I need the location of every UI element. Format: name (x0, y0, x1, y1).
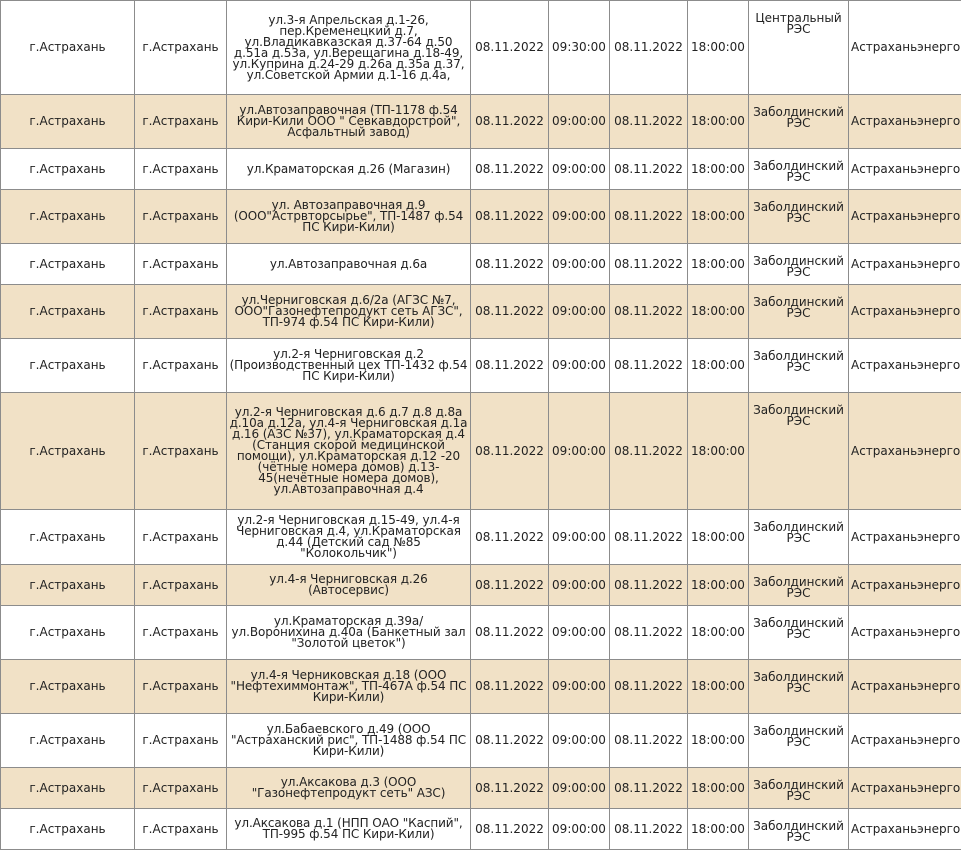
end-date-cell: 08.11.2022 (610, 190, 688, 244)
table-row (1, 244, 961, 285)
region-cell: г.Астрахань (1, 768, 135, 809)
table-row (1, 565, 961, 606)
address-cell: ул.2-я Черниговская д.6 д.7 д.8 д.8а д.10а д.12а, ул.4-я Черниговская д.1а д.16 (АЗС №37), ул.Краматорская д.4 (Станция скорой медицинской помощи), ул.Краматорская д.12 -20 (чётные номера домов) д.13-45(нечётные номера домов), ул.Автозаправочная д.4 (227, 393, 471, 510)
res-cell: Заболдинский РЭС (749, 606, 849, 660)
company-cell: Астраханьэнерго (849, 606, 961, 660)
table-row (1, 190, 961, 244)
address-cell: ул.Краматорская д.39а/ ул.Воронихина д.40а (Банкетный зал "Золотой цветок") (227, 606, 471, 660)
start-date-cell: 08.11.2022 (471, 510, 549, 565)
end-date-cell: 08.11.2022 (610, 565, 688, 606)
region-cell: г.Астрахань (1, 95, 135, 149)
res-cell: Заболдинский РЭС (749, 809, 849, 850)
region-cell: г.Астрахань (1, 606, 135, 660)
res-cell: Заболдинский РЭС (749, 95, 849, 149)
table-row (1, 393, 961, 510)
table-row (1, 606, 961, 660)
start-time-cell: 09:00:00 (549, 809, 610, 850)
address-cell: ул.Краматорская д.26 (Магазин) (227, 149, 471, 190)
start-time-cell: 09:00:00 (549, 95, 610, 149)
company-cell: Астраханьэнерго (849, 244, 961, 285)
address-cell: ул.Автозаправочная (ТП-1178 ф.54 Кири-Кили ООО " Севкавдорстрой", Асфальтный завод) (227, 95, 471, 149)
city-cell: г.Астрахань (135, 285, 227, 339)
start-date-cell: 08.11.2022 (471, 339, 549, 393)
end-time-cell: 18:00:00 (688, 285, 749, 339)
end-time-cell: 18:00:00 (688, 1, 749, 95)
end-time-cell: 18:00:00 (688, 714, 749, 768)
start-time-cell: 09:00:00 (549, 660, 610, 714)
end-date-cell: 08.11.2022 (610, 768, 688, 809)
city-cell: г.Астрахань (135, 714, 227, 768)
city-cell: г.Астрахань (135, 510, 227, 565)
res-cell: Заболдинский РЭС (749, 565, 849, 606)
res-cell: Заболдинский РЭС (749, 285, 849, 339)
end-date-cell: 08.11.2022 (610, 714, 688, 768)
region-cell: г.Астрахань (1, 149, 135, 190)
start-time-cell: 09:00:00 (549, 149, 610, 190)
address-cell: ул.2-я Черниговская д.2 (Производственный цех ТП-1432 ф.54 ПС Кири-Кили) (227, 339, 471, 393)
city-cell: г.Астрахань (135, 393, 227, 510)
region-cell: г.Астрахань (1, 660, 135, 714)
end-time-cell: 18:00:00 (688, 809, 749, 850)
start-time-cell: 09:00:00 (549, 285, 610, 339)
address-cell: ул.Аксакова д.1 (НПП ОАО "Каспий", ТП-995 ф.54 ПС Кири-Кили) (227, 809, 471, 850)
region-cell: г.Астрахань (1, 393, 135, 510)
end-date-cell: 08.11.2022 (610, 606, 688, 660)
address-cell: ул.Аксакова д.3 (ООО "Газонефтепродукт сеть" АЗС) (227, 768, 471, 809)
start-date-cell: 08.11.2022 (471, 190, 549, 244)
table-row (1, 660, 961, 714)
start-time-cell: 09:00:00 (549, 393, 610, 510)
end-time-cell: 18:00:00 (688, 95, 749, 149)
address-cell: ул.3-я Апрельская д.1-26, пер.Кременецкий д.7, ул.Владикавказская д.37-64 д.50 д.51а д.53а, ул.Верещагина д.18-49, ул.Куприна д.24-29 д.26а д.35а д.37, ул.Советской Армии д.1-16 д.4а, (227, 1, 471, 95)
address-cell: ул.Черниговская д.6/2а (АГЗС №7, ООО"Газонефтепродукт сеть АГЗС", ТП-974 ф.54 ПС Кири-Кили) (227, 285, 471, 339)
start-time-cell: 09:00:00 (549, 606, 610, 660)
end-date-cell: 08.11.2022 (610, 809, 688, 850)
city-cell: г.Астрахань (135, 1, 227, 95)
end-time-cell: 18:00:00 (688, 565, 749, 606)
start-time-cell: 09:00:00 (549, 339, 610, 393)
end-date-cell: 08.11.2022 (610, 660, 688, 714)
res-cell: Заболдинский РЭС (749, 714, 849, 768)
city-cell: г.Астрахань (135, 190, 227, 244)
start-time-cell: 09:00:00 (549, 768, 610, 809)
table-row (1, 714, 961, 768)
res-cell: Центральный РЭС (749, 1, 849, 95)
end-date-cell: 08.11.2022 (610, 95, 688, 149)
region-cell: г.Астрахань (1, 565, 135, 606)
res-cell: Заболдинский РЭС (749, 339, 849, 393)
company-cell: Астраханьэнерго (849, 149, 961, 190)
start-date-cell: 08.11.2022 (471, 95, 549, 149)
start-date-cell: 08.11.2022 (471, 714, 549, 768)
start-date-cell: 08.11.2022 (471, 660, 549, 714)
end-time-cell: 18:00:00 (688, 510, 749, 565)
company-cell: Астраханьэнерго (849, 339, 961, 393)
end-date-cell: 08.11.2022 (610, 339, 688, 393)
table-row (1, 285, 961, 339)
city-cell: г.Астрахань (135, 768, 227, 809)
end-date-cell: 08.11.2022 (610, 510, 688, 565)
end-time-cell: 18:00:00 (688, 190, 749, 244)
start-time-cell: 09:00:00 (549, 244, 610, 285)
start-date-cell: 08.11.2022 (471, 565, 549, 606)
start-date-cell: 08.11.2022 (471, 606, 549, 660)
address-cell: ул.4-я Черниговская д.26 (Автосервис) (227, 565, 471, 606)
company-cell: Астраханьэнерго (849, 95, 961, 149)
table-body (1, 1, 961, 850)
company-cell: Астраханьэнерго (849, 190, 961, 244)
start-date-cell: 08.11.2022 (471, 149, 549, 190)
end-time-cell: 18:00:00 (688, 393, 749, 510)
start-time-cell: 09:00:00 (549, 510, 610, 565)
res-cell: Заболдинский РЭС (749, 393, 849, 510)
res-cell: Заболдинский РЭС (749, 244, 849, 285)
city-cell: г.Астрахань (135, 149, 227, 190)
city-cell: г.Астрахань (135, 809, 227, 850)
start-date-cell: 08.11.2022 (471, 285, 549, 339)
table-row (1, 95, 961, 149)
table-row (1, 339, 961, 393)
company-cell: Астраханьэнерго (849, 768, 961, 809)
city-cell: г.Астрахань (135, 95, 227, 149)
address-cell: ул.Бабаевского д.49 (ООО "Астраханский рис", ТП-1488 ф.54 ПС Кири-Кили) (227, 714, 471, 768)
table-row (1, 768, 961, 809)
end-date-cell: 08.11.2022 (610, 244, 688, 285)
table-row (1, 809, 961, 850)
end-time-cell: 18:00:00 (688, 606, 749, 660)
region-cell: г.Астрахань (1, 285, 135, 339)
company-cell: Астраханьэнерго (849, 660, 961, 714)
start-date-cell: 08.11.2022 (471, 768, 549, 809)
start-date-cell: 08.11.2022 (471, 1, 549, 95)
city-cell: г.Астрахань (135, 339, 227, 393)
company-cell: Астраханьэнерго (849, 393, 961, 510)
region-cell: г.Астрахань (1, 244, 135, 285)
company-cell: Астраханьэнерго (849, 809, 961, 850)
address-cell: ул.2-я Черниговская д.15-49, ул.4-я Черниговская д.4, ул.Краматорская д.44 (Детский сад №85 "Колокольчик") (227, 510, 471, 565)
region-cell: г.Астрахань (1, 190, 135, 244)
start-date-cell: 08.11.2022 (471, 244, 549, 285)
city-cell: г.Астрахань (135, 565, 227, 606)
city-cell: г.Астрахань (135, 660, 227, 714)
end-time-cell: 18:00:00 (688, 339, 749, 393)
end-time-cell: 18:00:00 (688, 244, 749, 285)
company-cell: Астраханьэнерго (849, 285, 961, 339)
end-date-cell: 08.11.2022 (610, 1, 688, 95)
region-cell: г.Астрахань (1, 339, 135, 393)
company-cell: Астраханьэнерго (849, 714, 961, 768)
company-cell: Астраханьэнерго (849, 565, 961, 606)
region-cell: г.Астрахань (1, 714, 135, 768)
table-row (1, 510, 961, 565)
res-cell: Заболдинский РЭС (749, 660, 849, 714)
company-cell: Астраханьэнерго (849, 510, 961, 565)
end-date-cell: 08.11.2022 (610, 393, 688, 510)
end-time-cell: 18:00:00 (688, 768, 749, 809)
end-time-cell: 18:00:00 (688, 149, 749, 190)
address-cell: ул.4-я Черниковская д.18 (ООО "Нефтехиммонтаж", ТП-467А ф.54 ПС Кири-Кили) (227, 660, 471, 714)
address-cell: ул. Автозаправочная д.9 (ООО"Астрвторсырье", ТП-1487 ф.54 ПС Кири-Кили) (227, 190, 471, 244)
address-cell: ул.Автозаправочная д.6а (227, 244, 471, 285)
region-cell: г.Астрахань (1, 1, 135, 95)
end-date-cell: 08.11.2022 (610, 149, 688, 190)
start-time-cell: 09:00:00 (549, 565, 610, 606)
start-date-cell: 08.11.2022 (471, 809, 549, 850)
res-cell: Заболдинский РЭС (749, 510, 849, 565)
start-time-cell: 09:00:00 (549, 714, 610, 768)
city-cell: г.Астрахань (135, 244, 227, 285)
region-cell: г.Астрахань (1, 510, 135, 565)
res-cell: Заболдинский РЭС (749, 190, 849, 244)
region-cell: г.Астрахань (1, 809, 135, 850)
res-cell: Заболдинский РЭС (749, 768, 849, 809)
start-time-cell: 09:00:00 (549, 190, 610, 244)
company-cell: Астраханьэнерго (849, 1, 961, 95)
start-date-cell: 08.11.2022 (471, 393, 549, 510)
table-row (1, 149, 961, 190)
end-date-cell: 08.11.2022 (610, 285, 688, 339)
table-row (1, 1, 961, 95)
city-cell: г.Астрахань (135, 606, 227, 660)
end-time-cell: 18:00:00 (688, 660, 749, 714)
res-cell: Заболдинский РЭС (749, 149, 849, 190)
start-time-cell: 09:30:00 (549, 1, 610, 95)
